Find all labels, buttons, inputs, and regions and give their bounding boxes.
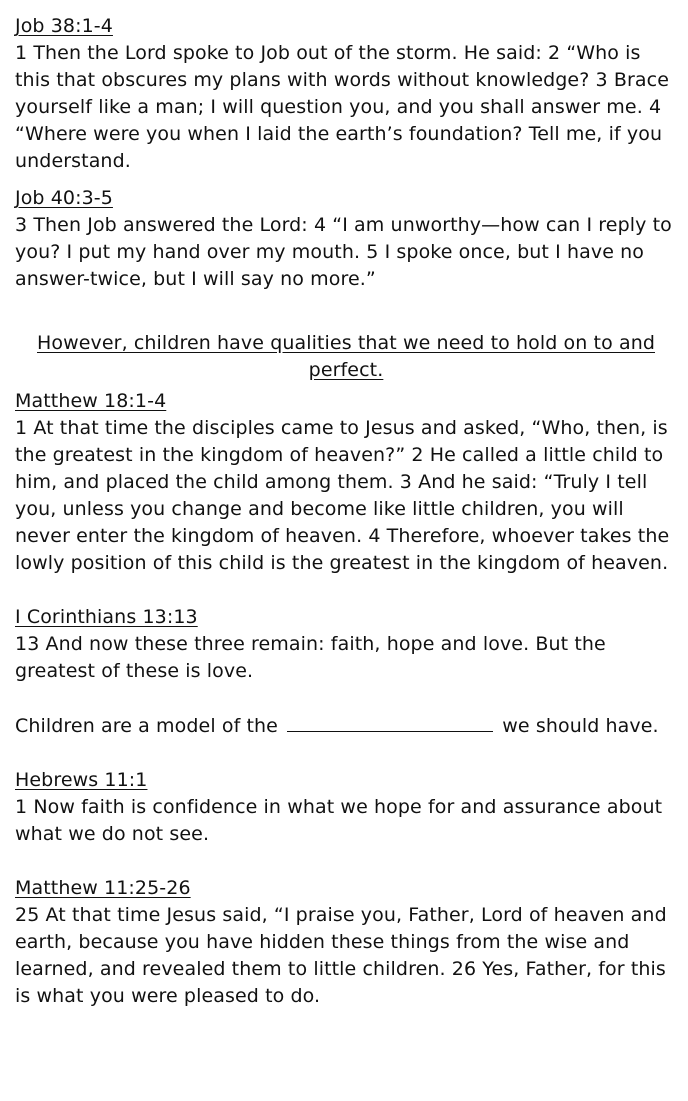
scripture-reference: I Corinthians 13:13: [15, 606, 198, 628]
scripture-reference: Matthew 18:1-4: [15, 390, 167, 412]
scripture-text: 25 At that time Jesus said, “I praise you, Father, Lord of heaven and earth, because you have hidden these things from the wise and learned, and revealed them to little children. 26 Yes, Father, for this is what you were pleased to do.: [15, 904, 667, 1007]
scripture-text: 1 Now faith is confidence in what we hope for and assurance about what we do not see.: [15, 796, 663, 845]
scripture-reference: Hebrews 11:1: [15, 769, 148, 791]
answer-blank[interactable]: [287, 712, 493, 732]
section-heading: However, children have qualities that we need to hold on to and perfect.: [37, 332, 655, 381]
scripture-text: 1 At that time the disciples came to Jesus and asked, “Who, then, is the greatest in the kingdom of heaven?” 2 He called a little child to him, and placed the child among them. 3 And he said: “Truly I tell you, unless you change and become like little children, you will never enter the kingdom of heaven. 4 Therefore, whoever takes the lowly position of this child is the greatest in the kingdom of heaven.: [15, 417, 670, 574]
section-matthew-18: [15, 388, 677, 577]
question-text-after: we should have.: [502, 715, 659, 737]
scripture-reference: Job 38:1-4: [15, 15, 113, 37]
worksheet-page: [15, 13, 677, 1010]
section-hebrews: [15, 767, 677, 848]
scripture-reference: Matthew 11:25-26: [15, 877, 191, 899]
section-job-40: [15, 185, 677, 293]
section-matthew-11: [15, 875, 677, 1010]
scripture-text: 3 Then Job answered the Lord: 4 “I am unworthy—how can I reply to you? I put my hand over my mouth. 5 I spoke once, but I have no answer-twice, but I will say no more.”: [15, 214, 672, 290]
scripture-text: 13 And now these three remain: faith, hope and love. But the greatest of these is love.: [15, 633, 606, 682]
section-corinthians: [15, 604, 677, 685]
scripture-reference: Job 40:3-5: [15, 187, 113, 209]
scripture-text: 1 Then the Lord spoke to Job out of the storm. He said: 2 “Who is this that obscures my plans with words without knowledge? 3 Brace yourself like a man; I will question you, and you shall answer me. 4 “Where were you when I laid the earth’s foundation? Tell me, if you understand.: [15, 42, 670, 172]
fill-in-question: [15, 712, 677, 740]
question-text-before: Children are a model of the: [15, 715, 278, 737]
section-job-38: [15, 13, 677, 175]
